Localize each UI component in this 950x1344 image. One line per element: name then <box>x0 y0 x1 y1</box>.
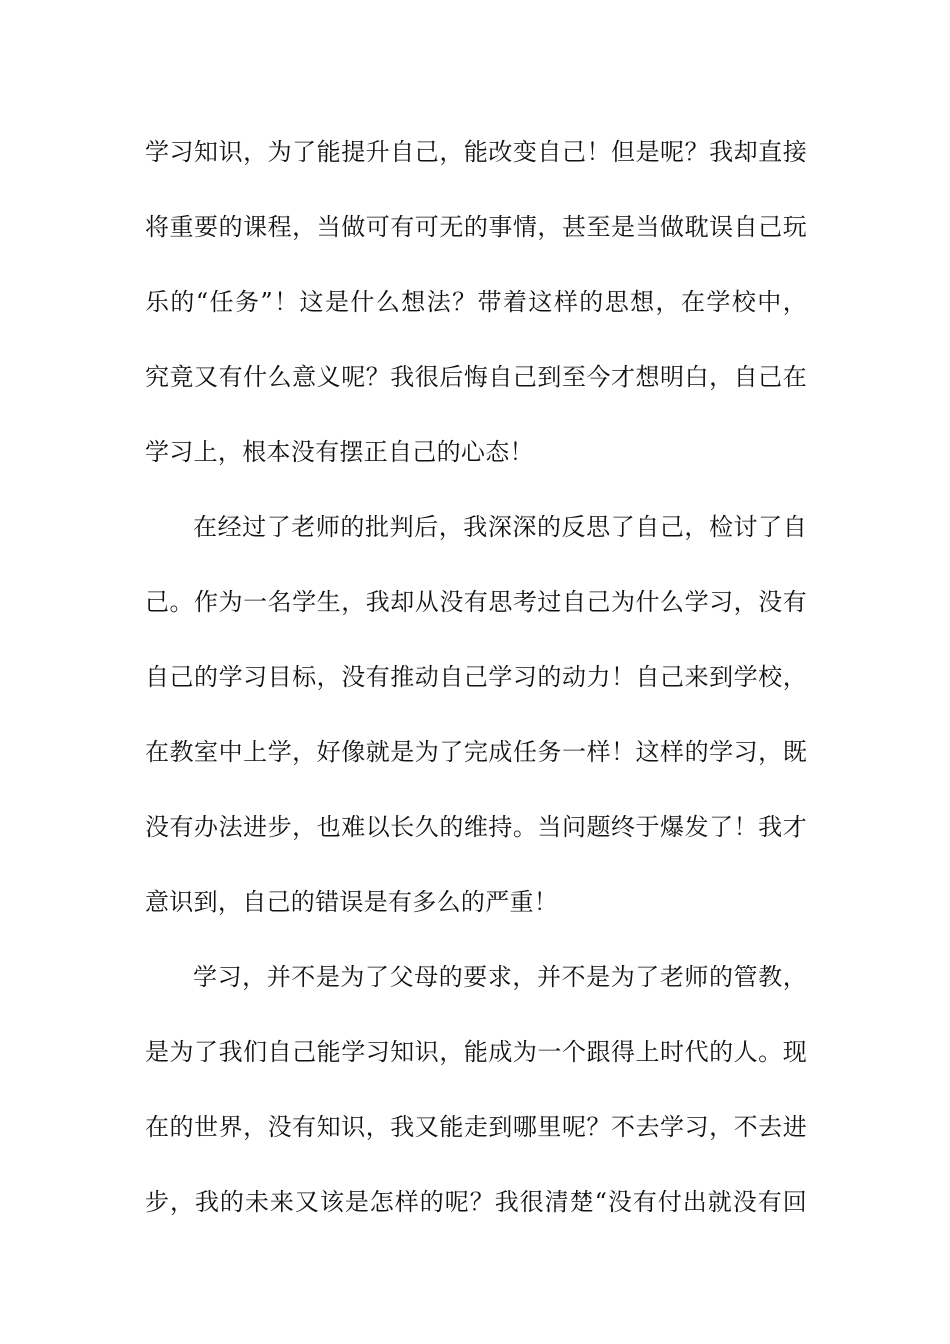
paragraph-2-line-2: 己。作为一名学生，我却从没有思考过自己为什么学习，没有 <box>145 588 807 616</box>
paragraph-1-line-1: 学习知识，为了能提升自己，能改变自己！但是呢？我却直接 <box>145 138 807 166</box>
paragraph-3-line-4: 步，我的未来又该是怎样的呢？我很清楚“没有付出就没有回 <box>145 1188 807 1216</box>
paragraph-3-line-2: 是为了我们自己能学习知识，能成为一个跟得上时代的人。现 <box>145 1038 807 1066</box>
document-body <box>145 130 807 1255</box>
paragraph-1-line-3: 乐的“任务”！这是什么想法？带着这样的思想，在学校中， <box>145 288 807 316</box>
paragraph-2-line-3: 自己的学习目标，没有推动自己学习的动力！自己来到学校， <box>145 663 807 691</box>
paragraph-1-line-2: 将重要的课程，当做可有可无的事情，甚至是当做耽误自己玩 <box>145 213 807 241</box>
paragraph-1-line-5: 学习上，根本没有摆正自己的心态！ <box>145 438 534 466</box>
paragraph-2-line-6: 意识到，自己的错误是有多么的严重！ <box>145 888 559 916</box>
paragraph-2-line-5: 没有办法进步，也难以长久的维持。当问题终于爆发了！我才 <box>145 813 807 841</box>
paragraph-3-line-1: 学习，并不是为了父母的要求，并不是为了老师的管教， <box>193 963 807 991</box>
paragraph-1-line-4: 究竟又有什么意义呢？我很后悔自己到至今才想明白，自己在 <box>145 363 807 391</box>
paragraph-2-line-1: 在经过了老师的批判后，我深深的反思了自己，检讨了自 <box>193 513 807 541</box>
paragraph-3-line-3: 在的世界，没有知识，我又能走到哪里呢？不去学习，不去进 <box>145 1113 807 1141</box>
paragraph-2-line-4: 在教室中上学，好像就是为了完成任务一样！这样的学习，既 <box>145 738 807 766</box>
